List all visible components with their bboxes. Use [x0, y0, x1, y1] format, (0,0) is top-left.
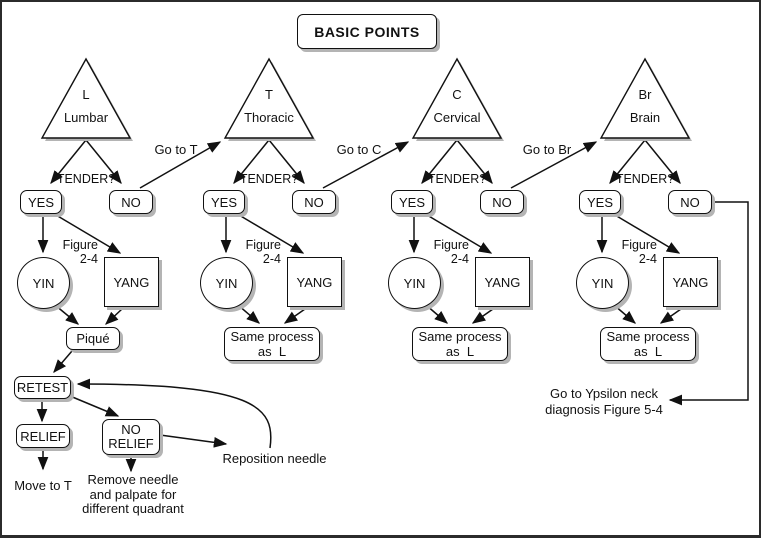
pique-label: Piqué	[76, 331, 110, 346]
cervical-outcome-line2: as L	[445, 344, 475, 359]
thoracic-figure-line2: 2-4	[262, 251, 281, 266]
cervical-outcome-line1: Same process	[418, 329, 502, 344]
lumbar-yin-circle	[17, 257, 70, 309]
thoracic-outcome-line1: Same process	[230, 329, 314, 344]
lumbar-yes-label: YES	[27, 194, 54, 210]
brain-yin-circle	[576, 257, 629, 309]
arrow-c-yang-to-same	[473, 309, 493, 323]
brain-yin-label: YIN	[591, 275, 614, 291]
goto-c-label: Go to C	[336, 142, 382, 157]
brain-figure-line1: Figure	[621, 238, 657, 252]
arrow-c-yin-to-same	[426, 305, 447, 323]
thoracic-name: Thoracic	[244, 110, 294, 125]
cervical-yang-label: YANG	[484, 274, 521, 290]
arrow-l-yang-to-pique	[106, 309, 122, 324]
brain-yes-label: YES	[586, 194, 613, 210]
move-to-t-label: Move to T	[14, 478, 72, 493]
brain-yang-label: YANG	[672, 274, 709, 290]
remove-needle-line3: different quadrant	[82, 501, 184, 516]
goto-t-label: Go to T	[154, 142, 198, 157]
arrow-t-yang-to-same	[285, 309, 305, 323]
no-relief-box	[102, 419, 160, 455]
thoracic-yin-label: YIN	[215, 275, 238, 291]
cervical-name: Cervical	[433, 110, 481, 125]
cervical-tender-label: TENDER?	[427, 172, 487, 186]
lumbar-tender-label: TENDER?	[56, 172, 116, 186]
arrow-pique-to-retest	[54, 351, 72, 372]
no-relief-line2: RELIEF	[108, 436, 154, 451]
brain-letter: Br	[638, 87, 652, 102]
cervical-yang-box	[475, 257, 530, 307]
pique-box	[66, 327, 120, 350]
cervical-same-process-box	[412, 327, 508, 361]
cervical-yin-label: YIN	[403, 275, 426, 291]
cervical-figure-line2: 2-4	[450, 251, 469, 266]
brain-outcome-line1: Same process	[606, 329, 690, 344]
thoracic-no-box	[292, 190, 336, 214]
relief-label: RELIEF	[20, 428, 66, 444]
thoracic-yes-label: YES	[210, 194, 237, 210]
thoracic-yang-box	[287, 257, 342, 307]
arrow-norelief-to-reposition	[160, 435, 226, 444]
thoracic-same-process-box	[224, 327, 320, 361]
relief-box	[16, 424, 70, 448]
lumbar-figure-line1: Figure	[62, 238, 98, 252]
arrow-br-yang-to-same	[661, 309, 681, 323]
thoracic-letter: T	[265, 87, 273, 102]
brain-name: Brain	[629, 110, 661, 125]
reposition-needle-label: Reposition needle	[222, 451, 327, 466]
arrow-retest-to-norelief	[70, 396, 118, 416]
lumbar-yang-label: YANG	[113, 274, 150, 290]
goto-br-label: Go to Br	[522, 142, 572, 157]
remove-needle-line2: and palpate for	[89, 486, 177, 502]
lumbar-yes-box	[20, 190, 62, 214]
cervical-letter: C	[452, 87, 462, 102]
thoracic-yin-circle	[200, 257, 253, 309]
no-relief-line1: NO	[121, 422, 141, 437]
ypsilon-line1: Go to Ypsilon neck	[550, 386, 658, 401]
title-box	[297, 14, 437, 49]
brain-yes-box	[579, 190, 621, 214]
brain-figure-line2: 2-4	[638, 251, 657, 266]
cervical-yes-label: YES	[398, 194, 425, 210]
thoracic-tender-label: TENDER?	[239, 172, 299, 186]
cervical-yes-box	[391, 190, 433, 214]
remove-needle-label	[68, 473, 198, 517]
brain-no-box	[668, 190, 712, 214]
title-text: BASIC POINTS	[314, 23, 420, 40]
cervical-figure-line1: Figure	[433, 238, 469, 252]
lumbar-yang-box	[104, 257, 159, 307]
lumbar-no-box	[109, 190, 153, 214]
ypsilon-line2: diagnosis Figure 5-4	[545, 402, 663, 417]
thoracic-yes-box	[203, 190, 245, 214]
remove-needle-line1: Remove needle	[87, 472, 179, 487]
thoracic-no-label: NO	[304, 194, 324, 210]
ypsilon-note	[530, 386, 678, 418]
lumbar-name: Lumbar	[63, 110, 109, 125]
brain-same-process-box	[600, 327, 696, 361]
arrow-br-yin-to-same	[614, 305, 635, 323]
thoracic-yang-label: YANG	[296, 274, 333, 290]
arrow-l-yin-to-pique	[55, 305, 78, 324]
retest-label: RETEST	[16, 380, 69, 395]
lumbar-letter: L	[82, 87, 90, 102]
cervical-no-box	[480, 190, 524, 214]
arrow-t-yin-to-same	[238, 305, 259, 323]
lumbar-yin-label: YIN	[32, 275, 55, 291]
retest-box	[14, 376, 71, 399]
brain-tender-label: TENDER?	[615, 172, 675, 186]
lumbar-figure-line2: 2-4	[79, 251, 98, 266]
thoracic-outcome-line2: as L	[257, 344, 287, 359]
brain-outcome-line2: as L	[633, 344, 663, 359]
thoracic-figure-line1: Figure	[245, 238, 281, 252]
cervical-no-label: NO	[492, 194, 512, 210]
lumbar-no-label: NO	[121, 194, 141, 210]
cervical-yin-circle	[388, 257, 441, 309]
brain-yang-box	[663, 257, 718, 307]
brain-no-label: NO	[680, 194, 700, 210]
